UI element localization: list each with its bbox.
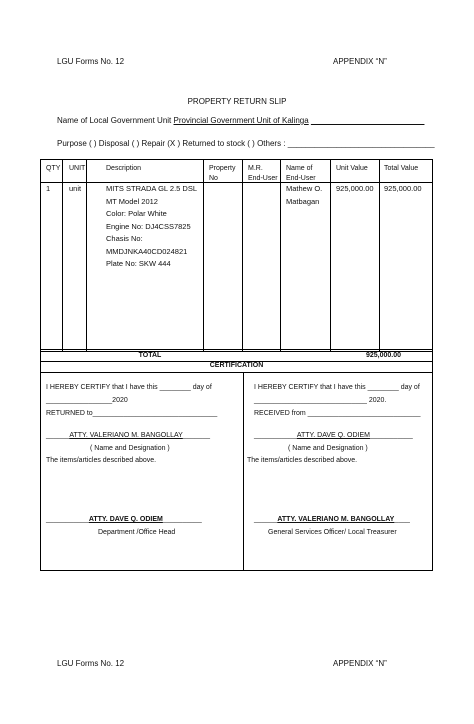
row-qty: 1 [46, 184, 51, 193]
row-total-value: 925,000.00 [384, 184, 422, 193]
header-total-value: Total Value [384, 165, 419, 172]
header-qty: QTY [46, 165, 61, 172]
lgu-value: Provincial Government Unit of Kalinga [173, 116, 309, 125]
header-mr-end-user: M.R. End-User [248, 165, 278, 182]
left-returned-to: RETURNED to________________________________ [46, 410, 218, 417]
header-name-end-user: Name of End-User [286, 165, 316, 182]
right-bottom-role: General Services Officer/ Local Treasurer [268, 529, 397, 536]
right-signatory-line: ___________ATTY. DAVE Q. ODIEM___________ [254, 432, 413, 439]
left-items-text: The items/articles described above. [46, 457, 157, 464]
right-signatory: ATTY. DAVE Q. ODIEM [296, 432, 370, 439]
total-value: 925,000.00 [366, 352, 402, 359]
left-bottom-signatory: ATTY. DAVE Q. ODIEM [88, 516, 163, 523]
left-signatory: ATTY. VALERIANO M. BANGOLLAY [69, 432, 183, 439]
page-title: PROPERTY RETURN SLIP [187, 97, 287, 106]
right-cert-line1: I HEREBY CERTIFY that I have this ________ day of [254, 384, 420, 391]
left-bottom-signatory-line: ___________ATTY. DAVE Q. ODIEM__________ [46, 516, 202, 523]
footer-appendix-label: APPENDIX “N” [333, 659, 387, 668]
form-number: LGU Forms No. 12 [57, 57, 125, 66]
left-bottom-role: Department /Office Head [98, 529, 176, 536]
lgu-line [57, 116, 424, 125]
header-unit: UNIT [69, 165, 86, 172]
right-bottom-signatory-line: ______ATTY. VALERIANO M. BANGOLLAY____ [254, 516, 410, 523]
header-property-no: Property No [209, 165, 236, 182]
row-unit-value: 925,000.00 [336, 184, 374, 193]
header-description: Description [106, 165, 142, 172]
lgu-trail: ________________ _________ [310, 116, 425, 125]
right-items-text: The items/articles described above. [247, 457, 358, 464]
row-end-user: Mathew O. Matbagan [286, 184, 323, 206]
row-unit: unit [69, 184, 82, 193]
left-cert-line2: _________________2020 [46, 397, 128, 404]
appendix-label: APPENDIX “N” [333, 57, 387, 66]
left-name-designation: ( Name and Designation ) [90, 445, 170, 452]
left-signatory-line: ______ATTY. VALERIANO M. BANGOLLAY_______ [46, 432, 211, 439]
footer-form-number: LGU Forms No. 12 [57, 659, 125, 668]
certification-heading: CERTIFICATION [209, 362, 264, 369]
right-received-from: RECEIVED from _____________________________ [254, 410, 421, 417]
lgu-label: Name of Local Government Unit [57, 116, 172, 125]
right-cert-line2: _____________________________ 2020. [254, 397, 387, 404]
left-cert-line1: I HEREBY CERTIFY that I have this ________ day of [46, 384, 212, 391]
row-description: MITS STRADA GL 2.5 DSL MT Model 2012 Color: Polar White Engine No: DJ4CSS7825 Chasis No: MMDJNKA40CD024821 Plate No: SKW 444 [106, 184, 197, 268]
purpose-line: Purpose ( ) Disposal ( ) Repair (X ) Returned to stock ( ) Others : _________________________________ [57, 139, 435, 148]
right-name-designation: ( Name and Designation ) [288, 445, 368, 452]
right-bottom-signatory: ATTY. VALERIANO M. BANGOLLAY [277, 516, 395, 523]
total-label: TOTAL [138, 352, 162, 359]
header-unit-value: Unit Value [336, 165, 368, 172]
